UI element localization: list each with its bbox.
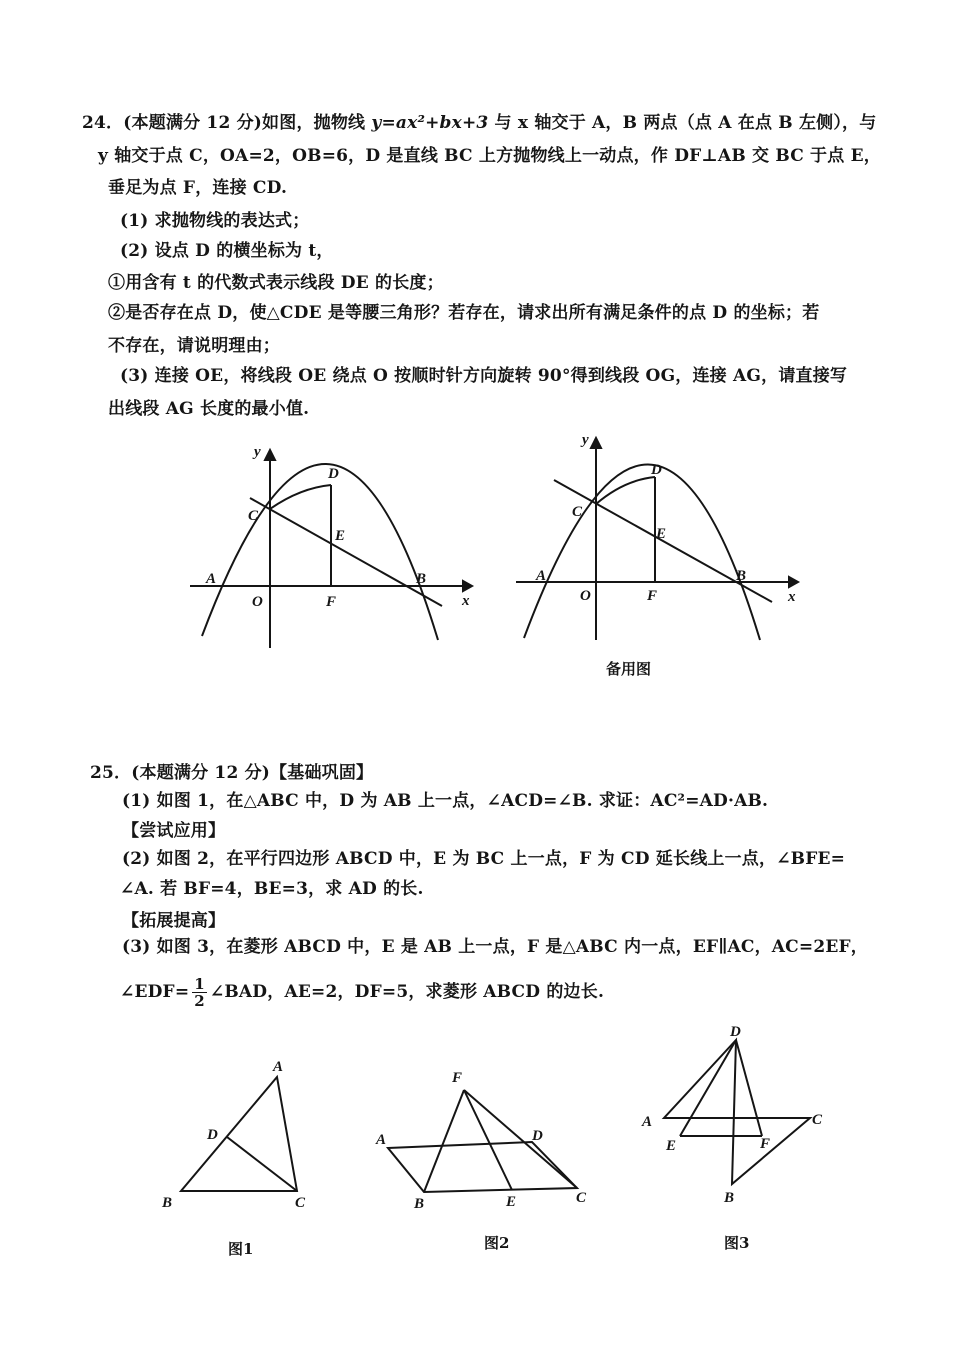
- figure-1: [155, 1055, 325, 1215]
- label-x: x: [462, 593, 470, 609]
- figure-3-caption: 图3: [724, 1234, 750, 1252]
- q24-part2b-2: 不存在，请说明理由；: [108, 336, 280, 356]
- q24-part2b-1: ②是否存在点 D，使△CDE 是等腰三角形？若存在，请求出所有满足条件的点 D 的坐标；若: [108, 303, 820, 323]
- q24-part2a: ①用含有 t 的代数式表示线段 DE 的长度；: [108, 273, 444, 293]
- label-a: A: [642, 1114, 653, 1130]
- q24-part3-2: 出线段 AG 长度的最小值.: [108, 399, 310, 419]
- segment-fc: [464, 1090, 577, 1188]
- label-x: x: [788, 589, 796, 605]
- q25-line1: 25．(本题满分 12 分)【基础巩固】: [90, 763, 374, 783]
- label-d: D: [207, 1127, 218, 1143]
- label-a: A: [376, 1132, 387, 1148]
- label-b: B: [416, 571, 427, 587]
- q24-spare-figure: [506, 430, 806, 650]
- q24-parabola-figure: [180, 430, 480, 650]
- label-b: B: [414, 1196, 425, 1212]
- q24-line2: y 轴交于点 C，OA=2，OB=6，D 是直线 BC 上方抛物线上一动点，作 DF⊥AB 交 BC 于点 E，: [98, 146, 881, 166]
- label-e: E: [335, 528, 346, 544]
- q24-equation: y=ax²+bx+3: [371, 113, 489, 133]
- q25-heading2: 【尝试应用】: [122, 821, 226, 841]
- q25-heading3: 【拓展提高】: [122, 911, 226, 931]
- q25-part3-2a: ∠EDF=: [120, 982, 190, 1002]
- segment-fb: [424, 1090, 464, 1192]
- label-c: C: [248, 508, 259, 524]
- label-e: E: [666, 1138, 677, 1154]
- q25-part2-2: ∠A. 若 BF=4，BE=3，求 AD 的长.: [120, 879, 424, 899]
- triangle-abc: [181, 1077, 297, 1191]
- label-f: F: [326, 594, 337, 610]
- q25-part3-2: [120, 972, 604, 1012]
- label-a: A: [273, 1059, 284, 1075]
- figure-3: [634, 1022, 834, 1217]
- figure-2: [372, 1060, 602, 1220]
- segment-cd: [227, 1137, 297, 1191]
- label-f: F: [452, 1070, 463, 1086]
- y-axis-arrow: [265, 450, 275, 460]
- line-bc: [250, 498, 442, 606]
- parabola: [202, 464, 438, 640]
- label-d: D: [532, 1128, 543, 1144]
- q24-part2: (2) 设点 D 的横坐标为 t，: [120, 241, 334, 261]
- label-c: C: [572, 504, 583, 520]
- x-axis-arrow: [789, 577, 798, 587]
- label-e: E: [656, 526, 667, 542]
- parabola: [524, 464, 760, 640]
- q24-part3-1: (3) 连接 OE，将线段 OE 绕点 O 按顺时针方向旋转 90°得到线段 OG，连接 AG，请直接写: [120, 366, 848, 386]
- fraction-denominator: 2: [194, 992, 205, 1010]
- label-a: A: [206, 571, 217, 587]
- figure-1-caption: 图1: [228, 1240, 254, 1258]
- label-f: F: [760, 1136, 771, 1152]
- label-y: y: [582, 432, 589, 448]
- fraction-numerator: 1: [194, 975, 205, 993]
- label-b: B: [724, 1190, 735, 1206]
- segment-de: [680, 1040, 736, 1136]
- segment-cd: [596, 477, 655, 504]
- label-b: B: [162, 1195, 173, 1211]
- fraction-one-half: [192, 976, 207, 1009]
- q24-number: 24．: [82, 113, 124, 133]
- label-c: C: [812, 1112, 823, 1128]
- label-b: B: [736, 568, 747, 584]
- label-o: O: [580, 588, 591, 604]
- q25-part3-2b: ∠BAD，AE=2，DF=5，求菱形 ABCD 的边长.: [209, 982, 605, 1002]
- segment-fe: [464, 1090, 512, 1190]
- segment-df: [736, 1040, 762, 1136]
- figure-2-caption: 图2: [484, 1234, 510, 1252]
- q24-line3: 垂足为点 F，连接 CD.: [108, 178, 288, 198]
- label-y: y: [254, 444, 261, 460]
- q25-part1: (1) 如图 1，在△ABC 中，D 为 AB 上一点，∠ACD=∠B. 求证：AC²=AD·AB.: [122, 791, 769, 811]
- y-axis-arrow: [591, 438, 601, 448]
- x-axis-arrow: [463, 581, 472, 591]
- label-d: D: [730, 1024, 741, 1040]
- q24-part1: (1) 求抛物线的表达式；: [120, 211, 310, 231]
- label-c: C: [295, 1195, 306, 1211]
- rhombus-abcd: [664, 1040, 810, 1184]
- label-f: F: [647, 588, 658, 604]
- parallelogram-abcd: [388, 1142, 577, 1192]
- q24-line1-a: (本题满分 12 分)如图，抛物线: [123, 113, 372, 133]
- label-a: A: [536, 568, 547, 584]
- q25-part2-1: (2) 如图 2，在平行四边形 ABCD 中，E 为 BC 上一点，F 为 CD 延长线上一点，∠BFE=: [122, 849, 846, 869]
- label-d: D: [328, 466, 339, 482]
- label-d: D: [651, 462, 662, 478]
- q24-line1-b: 与 x 轴交于 A，B 两点（点 A 在点 B 左侧），与: [488, 113, 877, 133]
- label-o: O: [252, 594, 263, 610]
- q24-line1: [82, 112, 876, 134]
- label-e: E: [506, 1194, 517, 1210]
- spare-figure-caption: 备用图: [606, 660, 652, 678]
- q25-part3-1: (3) 如图 3，在菱形 ABCD 中，E 是 AB 上一点，F 是△ABC 内一点，EF∥AC，AC=2EF，: [122, 937, 868, 957]
- label-c: C: [576, 1190, 587, 1206]
